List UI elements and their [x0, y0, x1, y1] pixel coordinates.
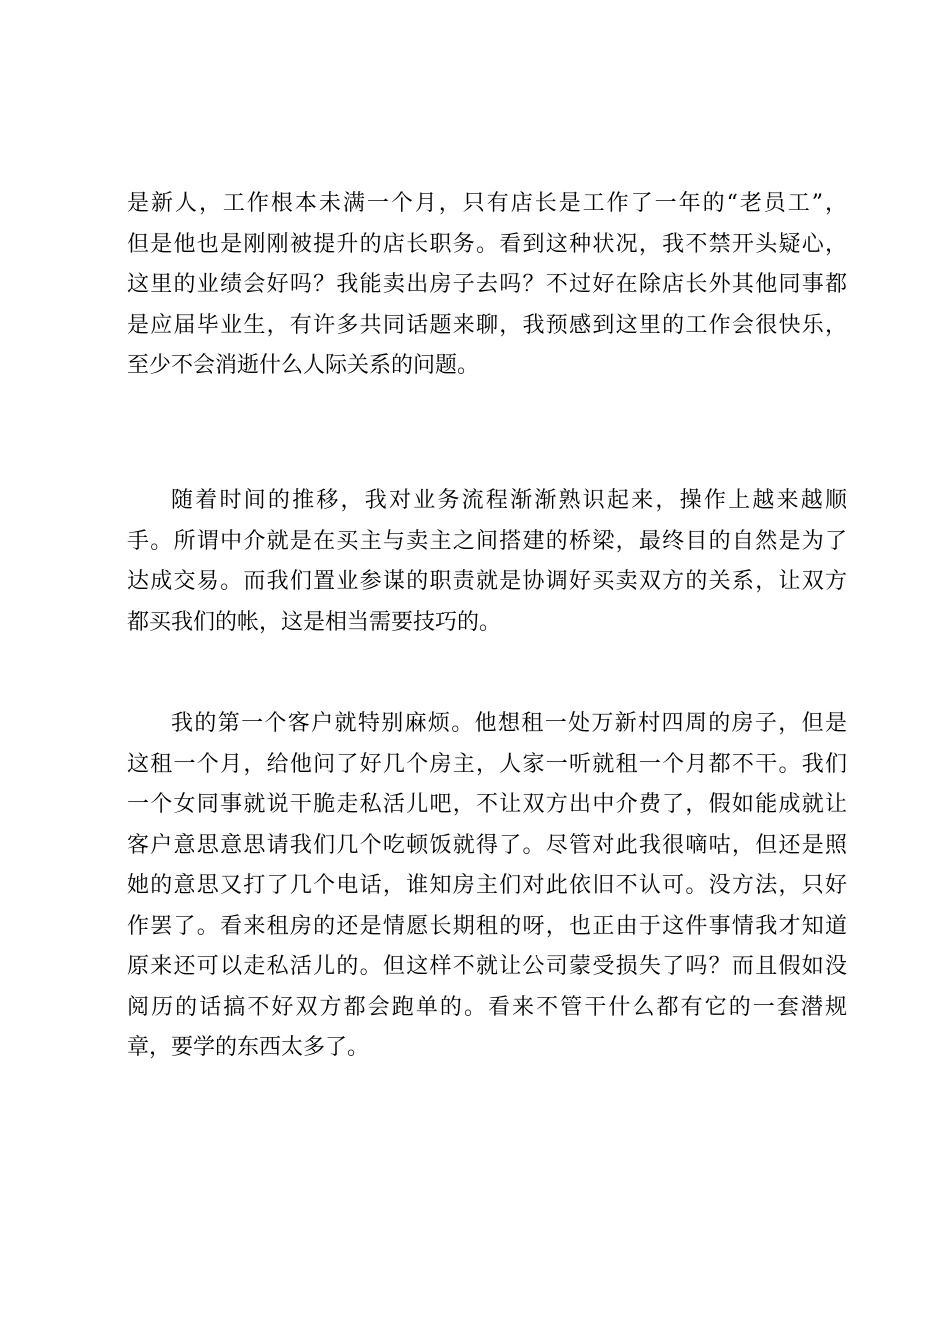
paragraph-line: 客户意思意思请我们几个吃顿饭就得了。尽管对此我很嘀咕，但还是照	[127, 832, 847, 858]
paragraph-line: 一个女同事就说干脆走私活儿吧，不让双方出中介费了，假如能成就让	[127, 792, 847, 817]
paragraph-line: 随着时间的推移，我对业务流程渐渐熟识起来，操作上越来越顺	[171, 488, 847, 513]
paragraph-line: 手。所谓中介就是在买主与卖主之间搭建的桥梁，最终目的自然是为了	[127, 528, 847, 554]
paragraph-line: 至少不会消逝什么人际关系的问题。	[127, 353, 480, 378]
paragraph-line: 达成交易。而我们置业参谋的职责就是协调好买卖双方的关系，让双方	[127, 569, 847, 594]
paragraph-1	[127, 184, 847, 387]
paragraph-3	[127, 704, 847, 1069]
paragraph-line: 这里的业绩会好吗？我能卖出房子去吗？不过好在除店长外其他同事都	[127, 272, 847, 297]
paragraph-line: 原来还可以走私活儿的。但这样不就让公司蒙受损失了吗？而且假如没	[127, 954, 847, 979]
paragraph-line: 我的第一个客户就特别麻烦。他想租一处万新村四周的房子，但是	[171, 711, 847, 736]
paragraph-line: 是应届毕业生，有许多共同话题来聊，我预感到这里的工作会很快乐，	[127, 312, 847, 338]
paragraph-line: 但是他也是刚刚被提升的店长职务。看到这种状况，我不禁开头疑心，	[127, 231, 847, 257]
paragraph-2	[127, 481, 847, 643]
paragraph-line: 是新人，工作根本未满一个月，只有店长是工作了一年的“老员工”，	[127, 191, 847, 216]
paragraph-line: 她的意思又打了几个电话，谁知房主们对此依旧不认可。没方法，只好	[127, 873, 847, 898]
paragraph-line: 阅历的话搞不好双方都会跑单的。看来不管干什么都有它的一套潜规	[127, 994, 847, 1020]
paragraph-line: 作罢了。看来租房的还是情愿长期租的呀，也正由于这件事情我才知道	[127, 913, 847, 939]
paragraph-line: 都买我们的帐，这是相当需要技巧的。	[127, 609, 502, 635]
paragraph-line: 这租一个月，给他问了好几个房主，人家一听就租一个月都不干。我们	[127, 751, 847, 777]
paragraph-line: 章，要学的东西太多了。	[127, 1035, 370, 1060]
